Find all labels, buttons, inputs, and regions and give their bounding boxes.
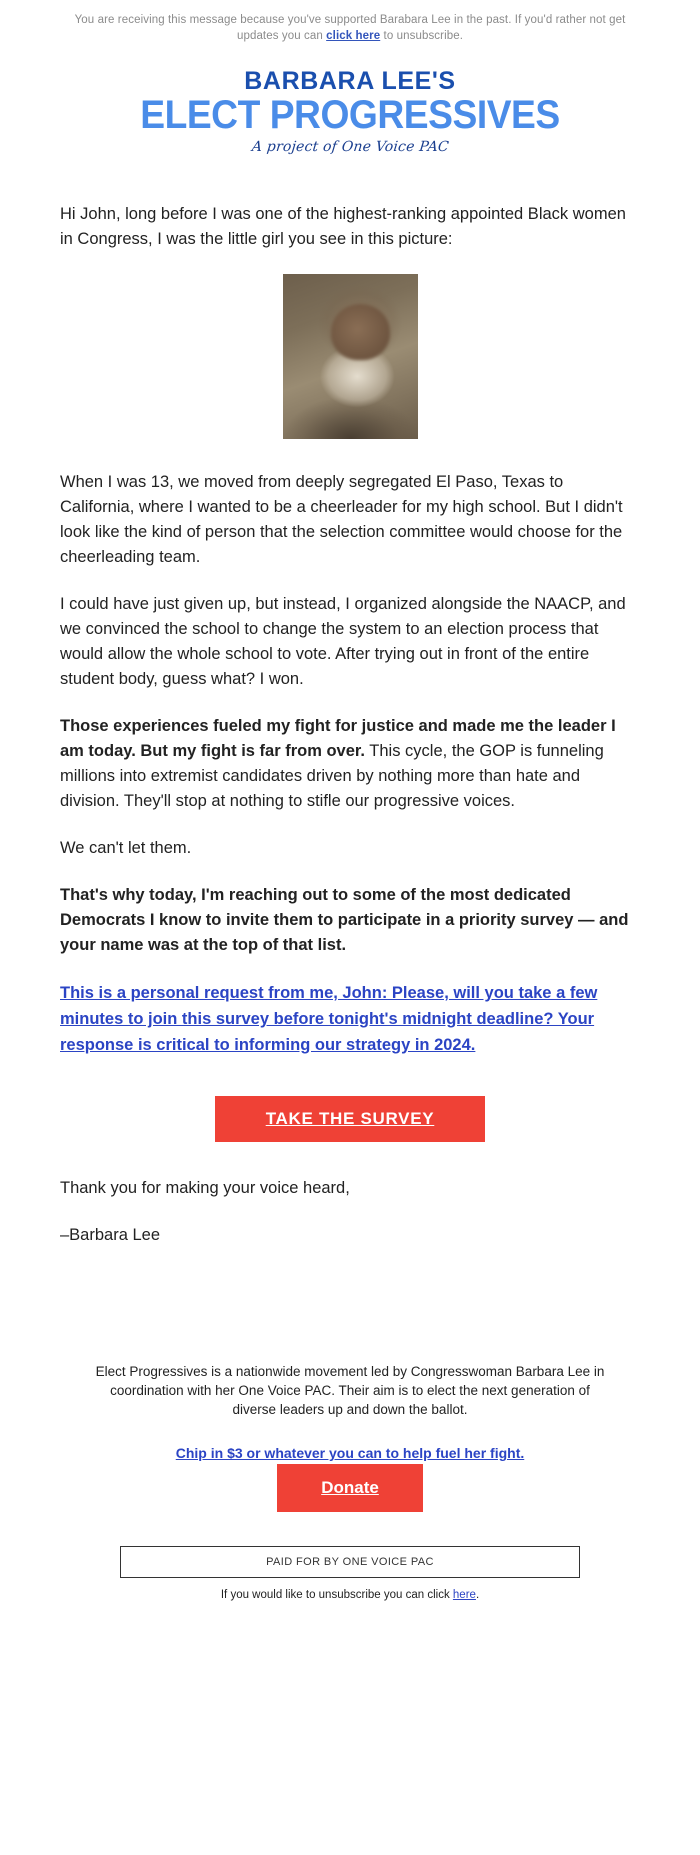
paragraph-survey-invite-bold: That's why today, I'm reaching out to some of the most dedicated Democrats I know to invite them to participate in a priority survey — and your name was at the top of that list. [60, 886, 629, 954]
unsubscribe-link-top[interactable]: click here [326, 30, 381, 42]
unsubscribe-link-bottom[interactable]: here [452, 1589, 476, 1601]
survey-cta-container [60, 1080, 640, 1176]
logo-line-elect-progressives: ELECT PROGRESSIVES [140, 93, 560, 137]
signature-line: –Barbara Lee [60, 1226, 160, 1244]
preheader-text-before: You are receiving this message because you've supported Barabara Lee in the past. If you'd rather not get updates you can [74, 14, 626, 42]
paragraph-fight-rest: This cycle, the GOP is funneling millions into extremist candidates driven by nothing more than hate and division. They'll stop at nothing to stifle our progressive voices. [60, 742, 604, 810]
paragraph-we-cant-let-them: We can't let them. [60, 839, 192, 857]
email-footer [0, 1270, 700, 1512]
chip-in-donate-link[interactable]: Chip in $3 or whatever you can to help fuel her fight. [175, 1445, 525, 1461]
childhood-photo [283, 274, 418, 439]
paragraph-fight-for-justice [60, 714, 640, 814]
preheader-notice [0, 0, 700, 44]
paragraph-personal-request [60, 980, 640, 1058]
take-the-survey-button[interactable]: TAKE THE SURVEY [215, 1096, 485, 1142]
unsubscribe-text-after: . [475, 1589, 480, 1601]
paid-for-disclaimer: PAID FOR BY ONE VOICE PAC [120, 1546, 580, 1578]
paragraph-survey-invite [60, 883, 640, 958]
survey-request-link[interactable]: This is a personal request from me, John: Please, will you take a few minutes to join this survey before tonight's midnight deadline? Your response is critical to informing our strategy in 2024. [60, 984, 598, 1054]
paid-for-container [0, 1512, 700, 1578]
donate-button[interactable]: Donate [277, 1464, 423, 1512]
logo-line-barbara-lee: BARBARA LEE'S [244, 67, 456, 95]
preheader-text-after: to unsubscribe. [380, 30, 464, 42]
unsubscribe-footer [0, 1578, 700, 1617]
footer-description: Elect Progressives is a nationwide movement led by Congresswoman Barbara Lee in coordination with her One Voice PAC. Their aim is to elect the next generation of diverse leaders up and down the ballot. [95, 1364, 605, 1417]
paragraph-intro: Hi John, long before I was one of the highest-ranking appointed Black women in Congress, I was the little girl you see in this picture: [60, 205, 626, 248]
brand-logo [0, 44, 700, 157]
logo-line-tagline: A project of One Voice PAC [250, 139, 450, 155]
donate-button-container [90, 1461, 610, 1512]
paragraph-moved-to-california: When I was 13, we moved from deeply segregated El Paso, Texas to California, where I wanted to be a cheerleader for my high school. But I didn't look like the kind of person that the selection committee would choose for the cheerleading team. [60, 473, 623, 566]
thank-you-line: Thank you for making your voice heard, [60, 1179, 350, 1197]
unsubscribe-text-before: If you would like to unsubscribe you can click [220, 1589, 453, 1601]
email-content [0, 157, 700, 1248]
childhood-photo-container [60, 274, 640, 444]
paragraph-fight-bold: Those experiences fueled my fight for justice and made me the leader I am today. But my fight is far from over. [60, 717, 616, 760]
paragraph-naacp: I could have just given up, but instead, I organized alongside the NAACP, and we convinced the school to change the system to an election process that would allow the whole school to vote. After trying out in front of the entire student body, guess what? I won. [60, 595, 626, 688]
